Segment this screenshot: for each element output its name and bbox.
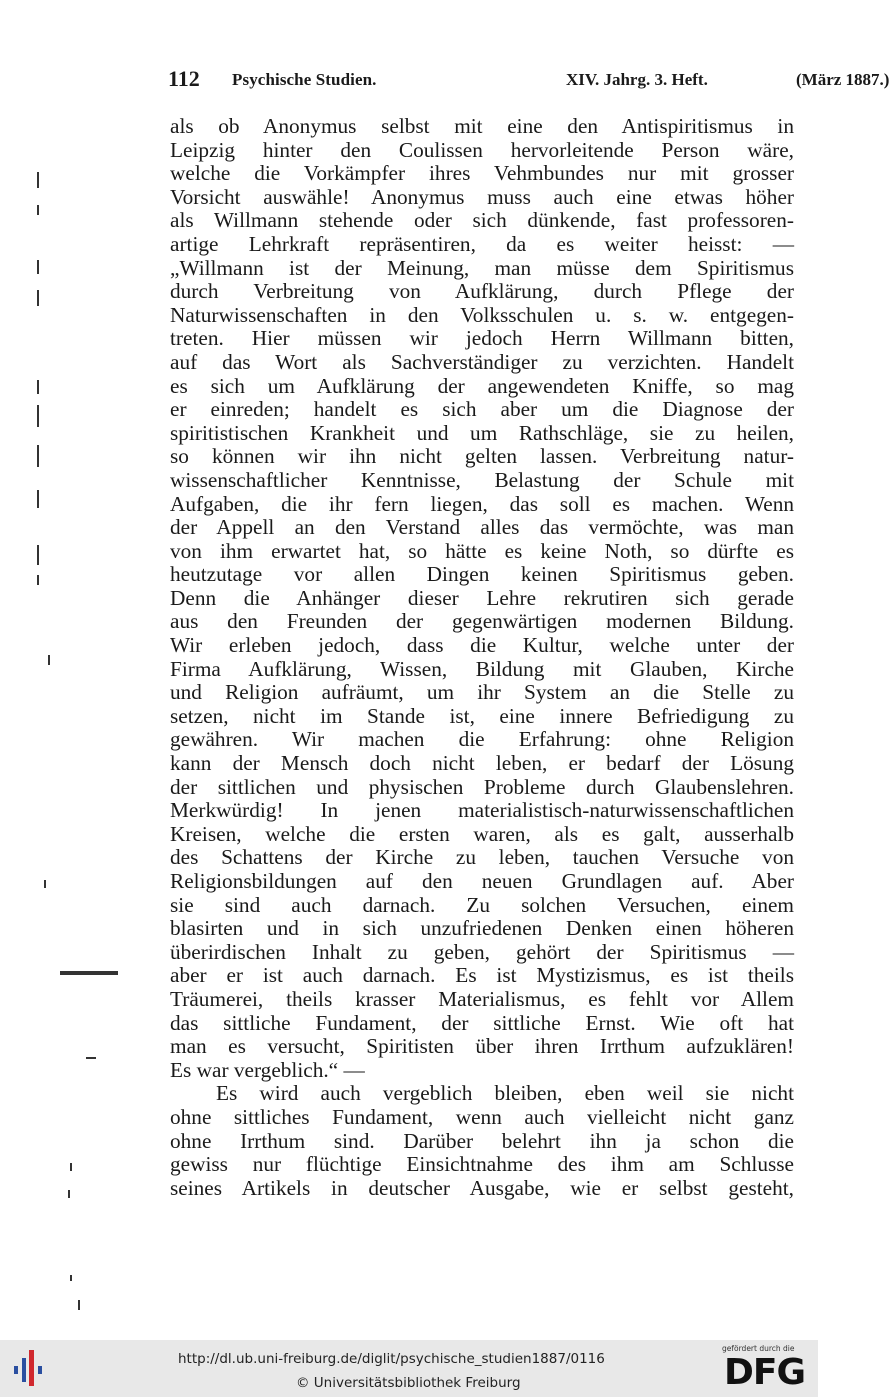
text-line: heutzutage vor allen Dingen keinen Spiritismus geben.	[170, 562, 794, 587]
text-line: das sittliche Fundament, der sittliche Ernst. Wie oft hat	[170, 1010, 794, 1035]
text-line: Es wird auch vergeblich bleiben, eben weil sie nicht	[216, 1081, 794, 1106]
margin-mark	[37, 445, 39, 467]
text-line: Aufgaben, die ihr fern liegen, das soll es machen. Wenn	[170, 491, 794, 516]
text-line: Firma Aufklärung, Wissen, Bildung mit Glauben, Kirche	[170, 656, 794, 681]
digitization-footer	[0, 1340, 818, 1397]
text-line: artige Lehrkraft repräsentiren, da es weiter heisst: —	[170, 231, 794, 256]
text-line: von ihm erwartet hat, so hätte es keine Noth, so dürfte es	[170, 538, 794, 563]
text-line: blasirten und in sich unzufriedenen Denken einen höheren	[170, 916, 794, 941]
text-line: ohne sittliches Fundament, wenn auch vielleicht nicht ganz	[170, 1104, 794, 1129]
dfg-logo-icon: DFG	[724, 1352, 806, 1393]
text-line: des Schattens der Kirche zu leben, tauchen Versuche von	[170, 845, 794, 870]
text-line: welche die Vorkämpfer ihres Vehmbundes nur mit grosser	[170, 161, 794, 186]
text-line: Träumerei, theils krasser Materialismus, es fehlt vor Allem	[170, 986, 794, 1011]
issue-date: (März 1887.)	[796, 70, 889, 89]
margin-mark	[68, 1190, 70, 1198]
text-line: wissenschaftlicher Kenntnisse, Belastung der Schule mit	[170, 467, 794, 492]
text-line: sie sind auch darnach. Zu solchen Versuchen, einem	[170, 892, 794, 917]
body-text	[170, 115, 794, 1200]
margin-mark	[37, 205, 39, 215]
page-number: 112	[168, 66, 200, 91]
text-line: setzen, nicht im Stande ist, eine innere Befriedigung zu	[170, 703, 794, 728]
dfg-caption: gefördert durch die	[722, 1344, 795, 1353]
text-line: Wir erleben jedoch, dass die Kultur, welche unter der	[170, 633, 794, 658]
margin-mark	[37, 575, 39, 585]
text-line: Denn die Anhänger dieser Lehre rekrutiren sich gerade	[170, 585, 794, 610]
margin-mark	[37, 172, 39, 188]
copyright-notice: © Universitätsbibliothek Freiburg	[296, 1375, 521, 1391]
text-line: seines Artikels in deutscher Ausgabe, wie er selbst gesteht,	[170, 1175, 794, 1200]
text-line: gewähren. Wir machen die Erfahrung: ohne Religion	[170, 727, 794, 752]
text-line: ohne Irrthum sind. Darüber belehrt ihn ja schon die	[170, 1128, 794, 1153]
text-line: überirdischen Inhalt zu geben, gehört der Spiritismus —	[170, 939, 794, 964]
text-line: als ob Anonymus selbst mit eine den Antispiritismus in	[170, 114, 794, 138]
margin-mark	[37, 380, 39, 394]
text-line: aus den Freunden der gegenwärtigen modernen Bildung.	[170, 609, 794, 634]
text-line: treten. Hier müssen wir jedoch Herrn Willmann bitten,	[170, 326, 794, 351]
text-line: Naturwissenschaften in den Volksschulen u. s. w. entgegen-	[170, 302, 794, 327]
journal-title: Psychische Studien.	[232, 70, 377, 89]
text-line: und Religion aufräumt, um ihr System an die Stelle zu	[170, 680, 794, 705]
margin-mark	[37, 290, 39, 306]
volume-issue: XIV. Jahrg. 3. Heft.	[566, 70, 708, 89]
text-line: man es versucht, Spiritisten über ihren Irrthum aufzuklären!	[170, 1034, 794, 1059]
text-line: kann der Mensch doch nicht leben, er bedarf der Lösung	[170, 751, 794, 776]
text-line: so können wir ihn nicht gelten lassen. Verbreitung natur-	[170, 444, 794, 469]
text-line: gewiss nur flüchtige Einsichtnahme des ihm am Schlusse	[170, 1152, 794, 1177]
text-line: er einreden; handelt es sich aber um die Diagnose der	[170, 397, 794, 422]
text-line: Vorsicht auswähle! Anonymus muss auch eine etwas höher	[170, 184, 794, 209]
margin-mark	[37, 545, 39, 565]
margin-mark	[37, 490, 39, 508]
text-line: der Appell an den Verstand alles das vermöchte, was man	[170, 515, 794, 540]
text-line: spiritistischen Krankheit und um Rathschläge, sie zu heilen,	[170, 420, 794, 445]
text-line: Es war vergeblich.“ —	[170, 1057, 365, 1082]
margin-mark	[70, 1163, 72, 1171]
text-line: es sich um Aufklärung der angewendeten Kniffe, so mag	[170, 373, 794, 398]
margin-mark	[44, 880, 46, 888]
margin-mark	[70, 1275, 72, 1281]
running-head	[168, 66, 889, 96]
text-line: Leipzig hinter den Coulissen hervorleitende Person wäre,	[170, 137, 794, 162]
text-line: durch Verbreitung von Aufklärung, durch Pflege der	[170, 279, 794, 304]
margin-mark	[37, 260, 39, 274]
margin-mark	[48, 655, 50, 665]
margin-mark	[60, 971, 118, 975]
margin-mark	[78, 1300, 80, 1310]
text-line: „Willmann ist der Meinung, man müsse dem Spiritismus	[170, 255, 794, 280]
text-line: Kreisen, welche die ersten waren, als es galt, ausserhalb	[170, 821, 794, 846]
margin-mark	[37, 405, 39, 427]
text-line: der sittlichen und physischen Probleme durch Glaubenslehren.	[170, 774, 794, 799]
margin-mark	[86, 1057, 96, 1059]
text-line: Religionsbildungen auf den neuen Grundlagen auf. Aber	[170, 869, 794, 893]
text-line: aber er ist auch darnach. Es ist Mystizismus, es ist theils	[170, 963, 794, 988]
text-line: auf das Wort als Sachverständiger zu verzichten. Handelt	[170, 349, 794, 374]
library-logo-icon	[14, 1348, 44, 1388]
text-line: Merkwürdig! In jenen materialistisch-naturwissenschaftlichen	[170, 798, 794, 823]
text-line: als Willmann stehende oder sich dünkende, fast professoren-	[170, 208, 794, 233]
source-url-link[interactable]: http://dl.ub.uni-freiburg.de/diglit/psychische_studien1887/0116	[178, 1351, 605, 1367]
